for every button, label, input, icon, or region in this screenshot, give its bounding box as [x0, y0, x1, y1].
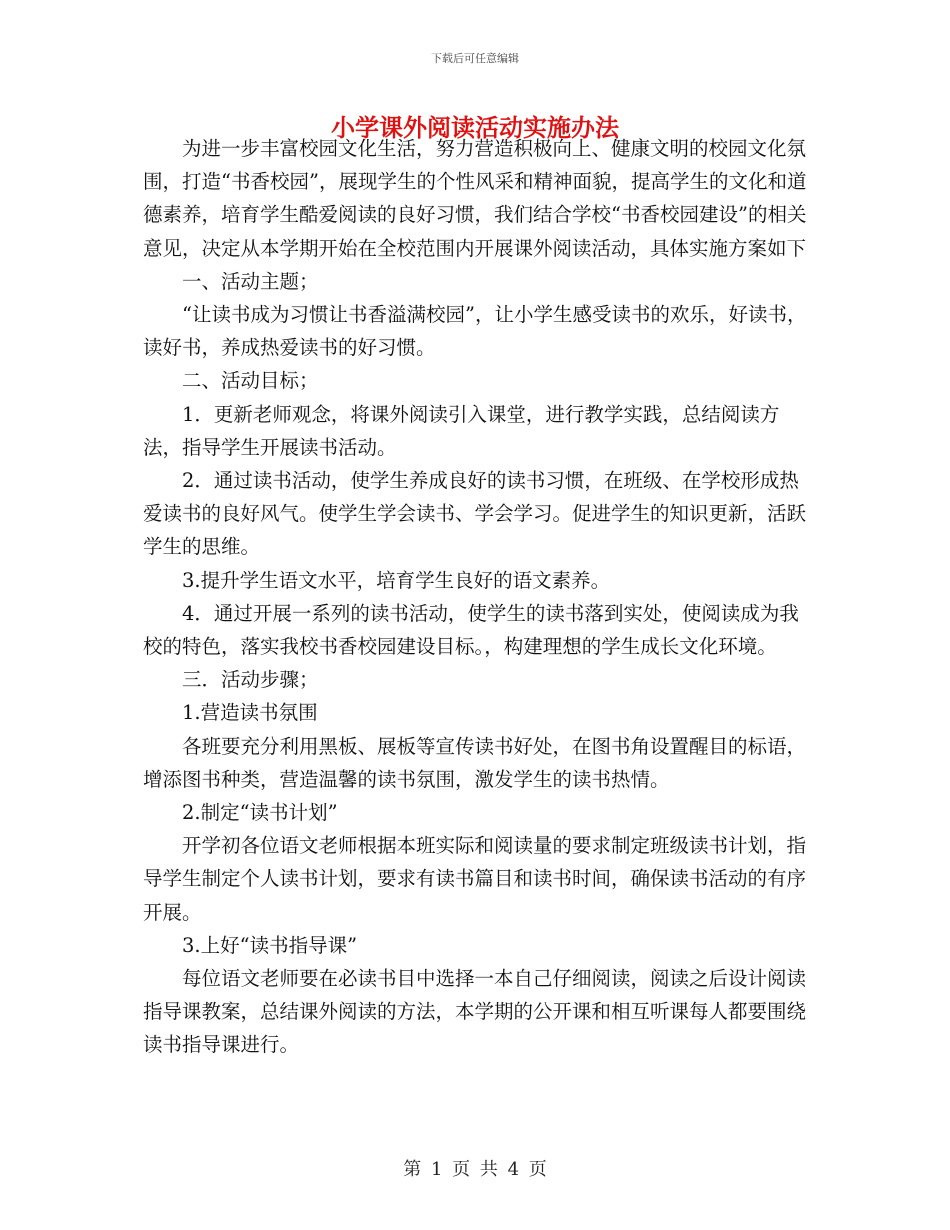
- sub-heading: 1.营造读书氛围: [182, 701, 318, 725]
- paragraph: 1．更新老师观念，将课外阅读引入课堂，进行教学实践，总结阅读方法，指导学生开展读书活动。: [143, 402, 780, 459]
- paragraph: 开学初各位语文老师根据本班实际和阅读量的要求制定班级读书计划，指导学生制定个人读书计划，要求有读书篇目和读书时间，确保读书活动的有序开展。: [143, 834, 807, 924]
- document-body: [143, 132, 813, 1062]
- section-heading: 一、活动主题；: [182, 269, 319, 293]
- page-footer-pagination: 第 1 页 共 4 页: [403, 1159, 547, 1180]
- paragraph: 2．通过读书活动，使学生养成良好的读书习惯，在班级、在学校形成热爱读书的良好风气。使学生学会读书、学会学习。促进学生的知识更新，活跃学生的思维。: [143, 469, 807, 559]
- section-heading: 三．活动步骤；: [182, 668, 319, 692]
- paragraph: 为进一步丰富校园文化生活，努力营造积极向上、健康文明的校园文化氛围，打造“书香校园”，展现学生的个性风采和精神面貌，提高学生的文化和道德素养，培育学生酷爱阅读的良好习惯，我们结合学校“书香校园建设”的相关意见，决定从本学期开始在全校范围内开展课外阅读活动，具体实施方案如下: [143, 137, 807, 260]
- sub-heading: 2.制定“读书计划”: [182, 801, 338, 825]
- paragraph: “让读书成为习惯让书香溢满校园”，让小学生感受读书的欢乐，好读书，读好书，养成热爱读书的好习惯。: [143, 303, 807, 360]
- document-title: 小学课外阅读活动实施办法: [331, 113, 619, 142]
- section-heading: 二、活动目标；: [182, 369, 319, 393]
- paragraph: 每位语文老师要在必读书目中选择一本自己仔细阅读，阅读之后设计阅读指导课教案，总结课外阅读的方法，本学期的公开课和相互听课每人都要围绕读书指导课进行。: [143, 967, 807, 1057]
- page-header-note: 下载后可任意编辑: [431, 52, 519, 65]
- paragraph: 4．通过开展一系列的读书活动，使学生的读书落到实处，使阅读成为我校的特色，落实我校书香校园建设目标。，构建理想的学生成长文化环境。: [143, 601, 799, 659]
- paragraph: 各班要充分利用黑板、展板等宣传读书好处，在图书角设置醒目的标语，增添图书种类，营造温馨的读书氛围，激发学生的读书热情。: [143, 734, 807, 791]
- sub-heading: 3.上好“读书指导课”: [182, 933, 358, 957]
- paragraph: 3.提升学生语文水平，培育学生良好的语文素养。: [182, 568, 611, 592]
